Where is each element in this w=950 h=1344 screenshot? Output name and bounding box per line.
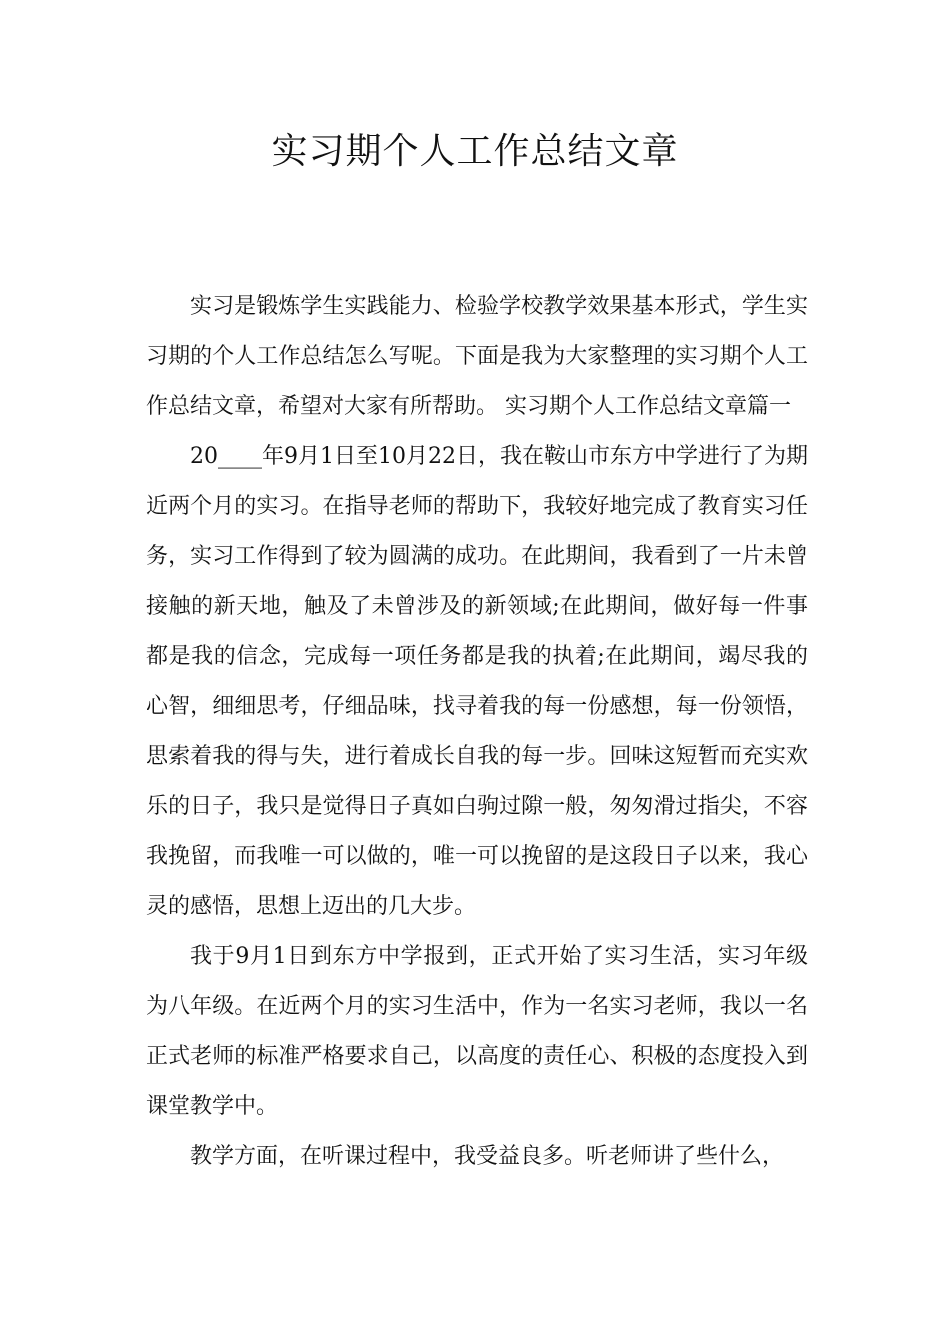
document-body <box>146 282 808 1182</box>
paragraph-teaching: 教学方面，在听课过程中，我受益良多。听老师讲了些什么， <box>190 1144 785 1169</box>
paragraph-internship-period: 20____年9月1日至10月22日，我在鞍山市东方中学进行了为期近两个月的实习。在指导老师的帮助下，我较好地完成了教育实习任务，实习工作得到了较为圆满的成功。在此期间，我看到了一片未曾接触的新天地，触及了未曾涉及的新领域;在此期间，做好每一件事都是我的信念，完成每一项任务都是我的执着;在此期间，竭尽我的心智，细细思考，仔细品味，找寻着我的每一份感想，每一份领悟，思索着我的得与失，进行着成长自我的每一步。回味这短暂而充实欢乐的日子，我只是觉得日子真如白驹过隙一般，匆匆滑过指尖，不容我挽留，而我唯一可以做的，唯一可以挽留的是这段日子以来，我心灵的感悟，思想上迈出的几大步。 <box>146 444 808 919</box>
document-title: 实习期个人工作总结文章 <box>271 131 679 172</box>
paragraph-intro: 实习是锻炼学生实践能力、检验学校教学效果基本形式，学生实习期的个人工作总结怎么写呢。下面是我为大家整理的实习期个人工作总结文章，希望对大家有所帮助。 实习期个人工作总结文章篇一 <box>146 294 808 419</box>
paragraph-school-report: 我于9月1日到东方中学报到，正式开始了实习生活，实习年级为八年级。在近两个月的实习生活中，作为一名实习老师，我以一名正式老师的标准严格要求自己，以高度的责任心、积极的态度投入到课堂教学中。 <box>146 944 808 1119</box>
